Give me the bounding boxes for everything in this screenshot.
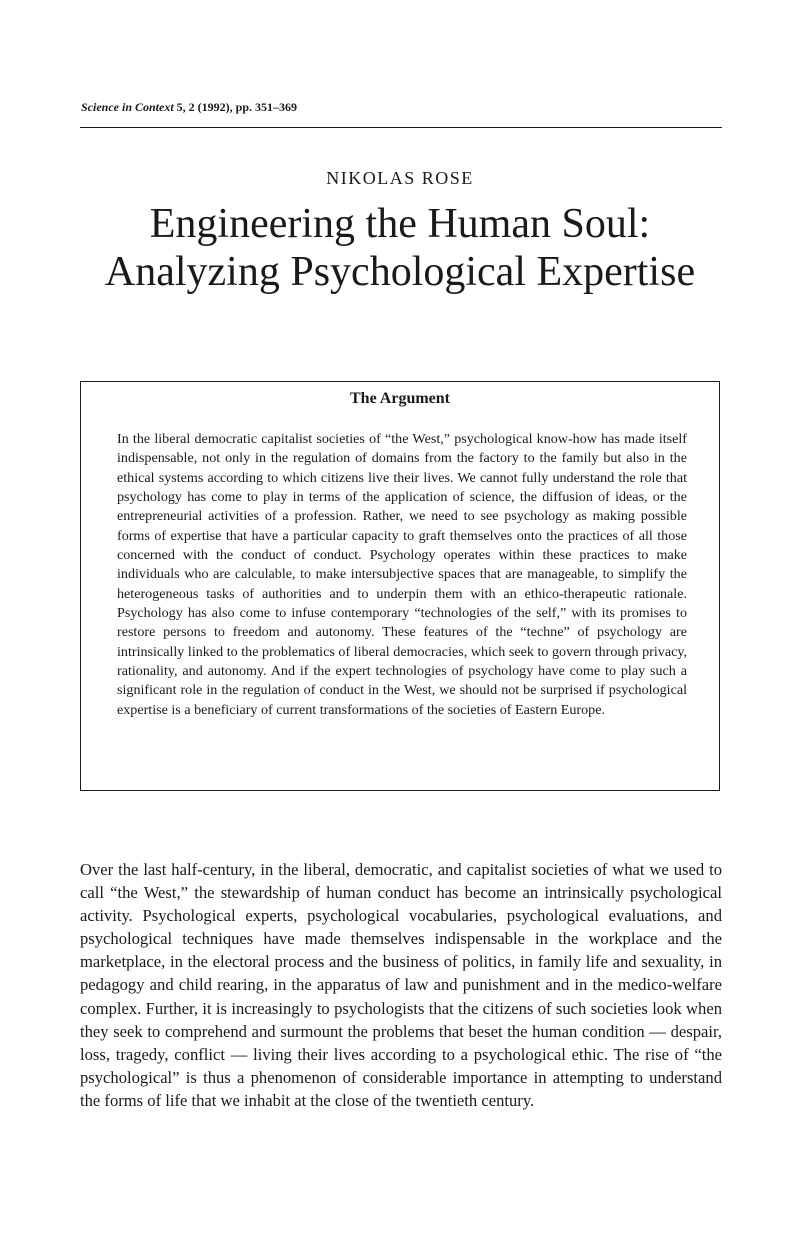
author-name: NIKOLAS ROSE (326, 168, 474, 188)
title-line-2: Analyzing Psychological Expertise (104, 249, 696, 295)
article-title (0, 200, 800, 296)
header-rule (80, 127, 722, 128)
body-paragraph: Over the last half-century, in the liberal, democratic, and capitalist societies of what we used to call “the West,” the stewardship of human conduct has become an intrinsically psychological activity. Psychological experts, psychological vocabularies, psychological evaluations, and psychological techniques have made themselves indispensable in the workplace and the marketplace, in the electoral process and the business of politics, in family life and sexuality, in pedagogy and child rearing, in the apparatus of law and punishment and in the medico-welfare complex. Further, it is increasingly to psychologists that the citizens of such societies look when they seek to comprehend and surmount the problems that beset the human condition — despair, loss, tragedy, conflict — living their lives according to a psychological ethic. The rise of “the psychological” is thus a phenomenon of considerable importance in attempting to understand the forms of life that we inhabit at the close of the twentieth century. (80, 860, 722, 1110)
journal-name: Science in Context (81, 100, 174, 114)
argument-text: In the liberal democratic capitalist societies of “the West,” psychological know-how has made itself indispensable, not only in the regulation of domains from the factory to the family but also in the ethical systems according to which citizens live their lives. We cannot fully understand the role that psychology has come to play in terms of the application of science, the diffusion of ideas, or the entrepreneurial activities of a profession. Rather, we need to see psychology as making possible forms of expertise that have a particular capacity to graft themselves onto the practices of all those concerned with the conduct of conduct. Psychology operates within these practices to make individuals who are calculable, to make intersubjective spaces that are manageable, to simplify the heterogeneous tasks of authorities and to underpin them with an ethico-therapeutic rationale. Psychology has also come to infuse contemporary “technologies of the self,” with its promises to restore persons to freedom and autonomy. These features of the “techne” of psychology are intrinsically linked to the problematics of liberal democracies, which seek to govern through privacy, rationality, and autonomy. And if the expert technologies of psychology have come to play such a significant role in the regulation of conduct in the West, we should not be surprised if psychological expertise is a beneficiary of current transformations of the societies of Eastern Europe. (117, 431, 687, 718)
argument-heading: The Argument (350, 390, 450, 407)
argument-box (80, 381, 720, 791)
title-line-1: Engineering the Human Soul: (149, 201, 651, 247)
running-header (81, 100, 297, 115)
journal-citation: 5, 2 (1992), pp. 351–369 (176, 100, 298, 114)
